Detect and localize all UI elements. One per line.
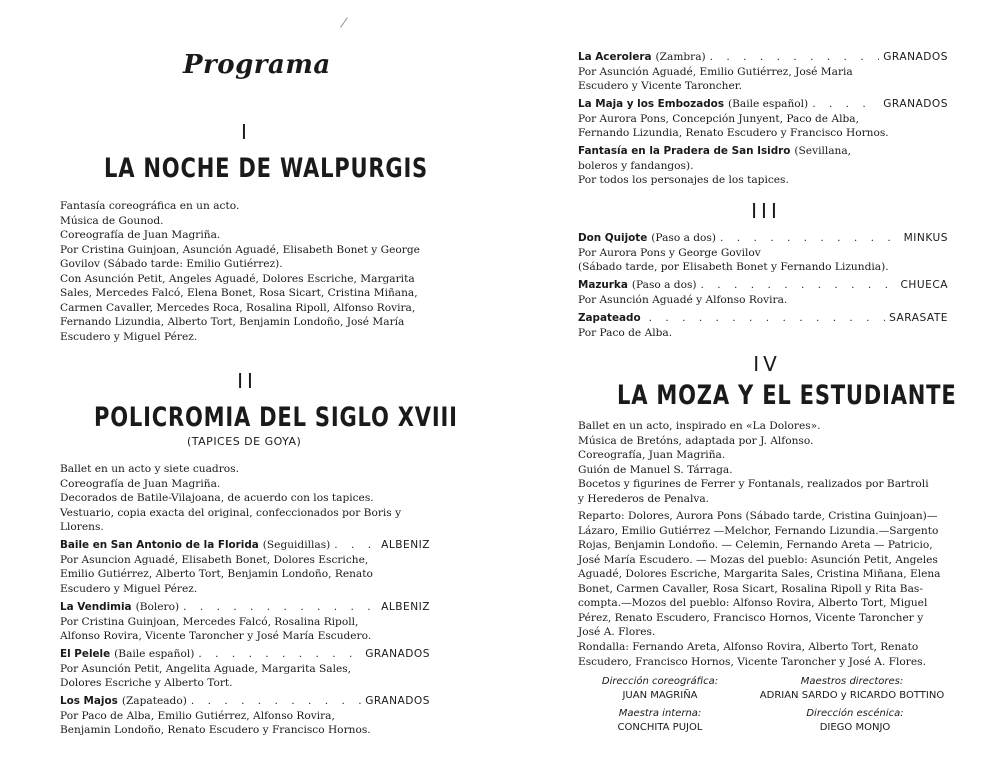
piece-cast-line: Por Asunción Aguadé, Emilio Gutiérrez, José Maria [578,65,853,78]
piece-cast-line: Escudero y Miguel Pérez. [60,582,198,595]
program-piece [60,600,430,644]
text-line: Bonet, Carmen Cavaller, Rosa Sicart, Rosalina Ripoll y Rita Bas- [578,582,923,595]
text-line: Música de Gounod. [60,214,164,227]
piece-title: Mazurka [578,279,628,291]
leader-dots [812,97,879,112]
piece-composer: ALBENIZ [381,601,430,613]
piece-style: (Baile español) [114,648,195,660]
text-line: Fantasía coreográfica en un acto. [60,200,240,212]
leader-dots [183,600,377,615]
program-piece [578,278,948,307]
credit-choreography [570,675,750,703]
piece-title: Baile en San Antonio de la Florida [60,539,259,551]
piece-composer: GRANADOS [365,648,430,660]
section4-reparto [578,509,948,640]
text-line: Govilov (Sábado tarde: Emilio Gutiérrez). [60,258,283,270]
piece-cast-line: Alfonso Rovira, Vicente Taroncher y José María Escudero. [60,630,372,642]
piece-style: (Zapateado) [121,695,187,707]
program-piece [578,97,948,141]
section1-description [60,199,430,344]
credit-music-directors [742,675,962,703]
credit-role: Dirección coreográfica: [601,676,719,687]
text-line: Llorens. [60,521,104,533]
piece-title: La Acerolera [578,51,652,63]
piece-cast-line: boleros y fandangos). [578,159,694,172]
leader-dots [334,538,377,553]
stray-mark [340,17,348,27]
credit-name: ADRIAN SARDO y RICARDO BOTTINO [759,690,945,701]
piece-style: (Sevillana, [794,145,852,157]
text-line: Bocetos y figurines de Ferrer y Fontanals, realizados por Bartroli [578,478,929,490]
leader-dots [649,311,886,326]
piece-cast-line: Dolores Escriche y Alberto Tort. [60,677,233,689]
program-piece [60,694,430,738]
text-line: Coreografía de Juan Magriña. [60,477,221,490]
piece-composer: CHUECA [900,279,948,291]
piece-header [578,231,948,246]
text-line: Coreografía, Juan Magriña. [578,449,726,461]
piece-title: La Vendimia [60,601,132,613]
text-line: Ballet en un acto, inspirado en «La Dolores». [578,420,821,432]
program-heading: Programa [183,50,331,80]
text-line: José María Escudero. — Mozas del pueblo: Asunción Petit, Angeles [578,553,938,566]
text-line: Con Asunción Petit, Angeles Aguadé, Dolores Escriche, Margarita [60,272,415,285]
piece-header [60,647,430,662]
text-line: Carmen Cavaller, Mercedes Roca, Rosalina Ripoll, Alfonso Rovira, [60,301,416,314]
leader-dots [720,231,900,246]
text-line: y Herederos de Penalva. [578,492,710,505]
text-line: Pérez, Renato Escudero, Francisco Hornos, Vicente Taroncher y [578,611,924,624]
piece-cast-line: Por Asuncion Aguadé, Elisabeth Bonet, Dolores Escriche, [60,553,369,566]
piece-cast-line: Por Aurora Pons y George Govilov [578,246,761,259]
piece-title: Don Quijote [578,232,648,244]
section-numeral-2: II [237,369,257,393]
text-line: Coreografía de Juan Magriña. [60,229,221,241]
text-line: José A. Flores. [578,626,656,638]
piece-composer: GRANADOS [883,98,948,110]
section-subtitle: (TAPICES DE GOYA) [187,435,302,448]
text-line: Por Cristina Guinjoan, Asunción Aguadé, Elisabeth Bonet y George [60,243,420,256]
piece-style: (Bolero) [135,601,180,613]
text-line: Rojas, Benjamin Londoño. — Celemin, Fernando Areta — Patricio, [578,539,933,551]
piece-cast-line: Por Asunción Aguadé y Alfonso Rovira. [578,293,788,306]
text-line: Reparto: Dolores, Aurora Pons (Sábado tarde, Cristina Guinjoan)— [578,510,938,522]
text-line: Ballet en un acto y siete cuadros. [60,463,239,475]
section-numeral-1: I [241,120,251,144]
section2-description [60,462,430,535]
piece-cast-line: Escudero y Vicente Taroncher. [578,80,743,92]
credit-maestra [570,707,750,735]
leader-dots [710,50,880,65]
piece-header [60,600,430,615]
piece-cast-line: Por Paco de Alba, Emilio Gutiérrez, Alfonso Rovira, [60,709,335,722]
leader-dots [191,694,361,709]
section4-rondalla [578,640,948,669]
credit-role: Maestra interna: [618,708,702,719]
piece-cast-line: Por Aurora Pons, Concepción Junyent, Paco de Alba, [578,112,859,125]
piece-style: (Zambra) [655,51,706,63]
credit-name: CONCHITA PUJOL [617,722,703,733]
text-line: Fernando Lizundia, Alberto Tort, Benjamin Londoño, José María [60,316,405,328]
leader-dots [701,278,897,293]
text-line: Lázaro, Emilio Gutiérrez —Melchor, Fernando Lizundia.—Sargento [578,524,939,537]
text-line: Sales, Mercedes Falcó, Elena Bonet, Rosa Sicart, Cristina Miñana, [60,287,418,299]
section4-description [578,419,948,506]
section-numeral-4: IV [753,352,781,376]
program-piece [60,647,430,691]
credit-name: JUAN MAGRIÑA [622,690,698,701]
piece-style: (Paso a dos) [631,279,697,291]
piece-header [60,538,430,553]
program-piece [60,538,430,596]
piece-cast-line: Benjamin Londoño, Renato Escudero y Francisco Hornos. [60,724,371,736]
credit-stage-direction [765,707,945,735]
piece-composer: MINKUS [903,232,948,244]
text-line: Vestuario, copia exacta del original, confeccionados por Boris y [60,506,402,519]
section-numeral-3: III [751,199,781,223]
text-line: Rondalla: Fernando Areta, Alfonso Rovira, Alberto Tort, Renato [578,641,919,653]
piece-title: La Maja y los Embozados [578,98,725,110]
piece-title: Fantasía en la Pradera de San Isidro [578,145,791,157]
piece-cast-line: Por Cristina Guinjoan, Mercedes Falcó, Rosalina Ripoll, [60,615,359,628]
text-line: Escudero, Francisco Hornos, Vicente Taroncher y José A. Flores. [578,655,926,668]
piece-title: Zapateado [578,312,641,324]
program-piece [578,311,948,340]
piece-header [578,278,948,293]
piece-style: (Paso a dos) [651,232,716,244]
text-line: compta.—Mozos del pueblo: Alfonso Rovira, Alberto Tort, Miguel [578,597,928,609]
piece-style: (Seguidillas) [262,539,331,551]
piece-cast-line: Por Asunción Petit, Angelita Aguade, Margarita Sales, [60,662,352,675]
piece-composer: ALBENIZ [381,539,430,551]
program-piece [578,231,948,275]
section-title-policromia: POLICROMIA DEL SIGLO XVIII [94,402,458,433]
credit-role: Dirección escénica: [806,708,904,719]
section-title-moza: LA MOZA Y EL ESTUDIANTE [617,380,957,411]
piece-title: El Pelele [60,648,111,660]
text-line: Escudero y Miguel Pérez. [60,330,198,343]
piece-composer: GRANADOS [883,51,948,63]
piece-cast-line: Por Paco de Alba. [578,326,673,339]
text-line: Guión de Manuel S. Tárraga. [578,463,733,476]
piece-header [578,311,948,326]
piece-cast-line: (Sábado tarde, por Elisabeth Bonet y Fernando Lizundia). [578,261,889,273]
piece-cast-line: Por todos los personajes de los tapices. [578,174,789,186]
text-line: Música de Bretóns, adaptada por J. Alfonso. [578,434,814,447]
piece-style: (Baile español) [728,98,809,110]
program-piece [578,50,948,94]
piece-title: Los Majos [60,695,118,707]
text-line: Aguadé, Dolores Escriche, Margarita Sales, Cristina Miñana, Elena [578,568,941,580]
credit-role: Maestros directores: [800,676,904,687]
piece-cast-line: Fernando Lizundia, Renato Escudero y Francisco Hornos. [578,127,889,139]
piece-header [578,50,948,65]
piece-composer: SARASATE [889,312,948,324]
piece-cast-line: Emilio Gutiérrez, Alberto Tort, Benjamin Londoño, Renato [60,568,373,580]
leader-dots [198,647,361,662]
section-title-walpurgis: LA NOCHE DE WALPURGIS [104,153,429,184]
piece-composer: GRANADOS [365,695,430,707]
credit-name: DIEGO MONJO [819,722,891,733]
piece-header [578,97,948,112]
piece-header [578,144,948,159]
program-piece [578,144,948,188]
piece-header [60,694,430,709]
text-line: Decorados de Batile-Vilajoana, de acuerdo con los tapices. [60,492,374,504]
